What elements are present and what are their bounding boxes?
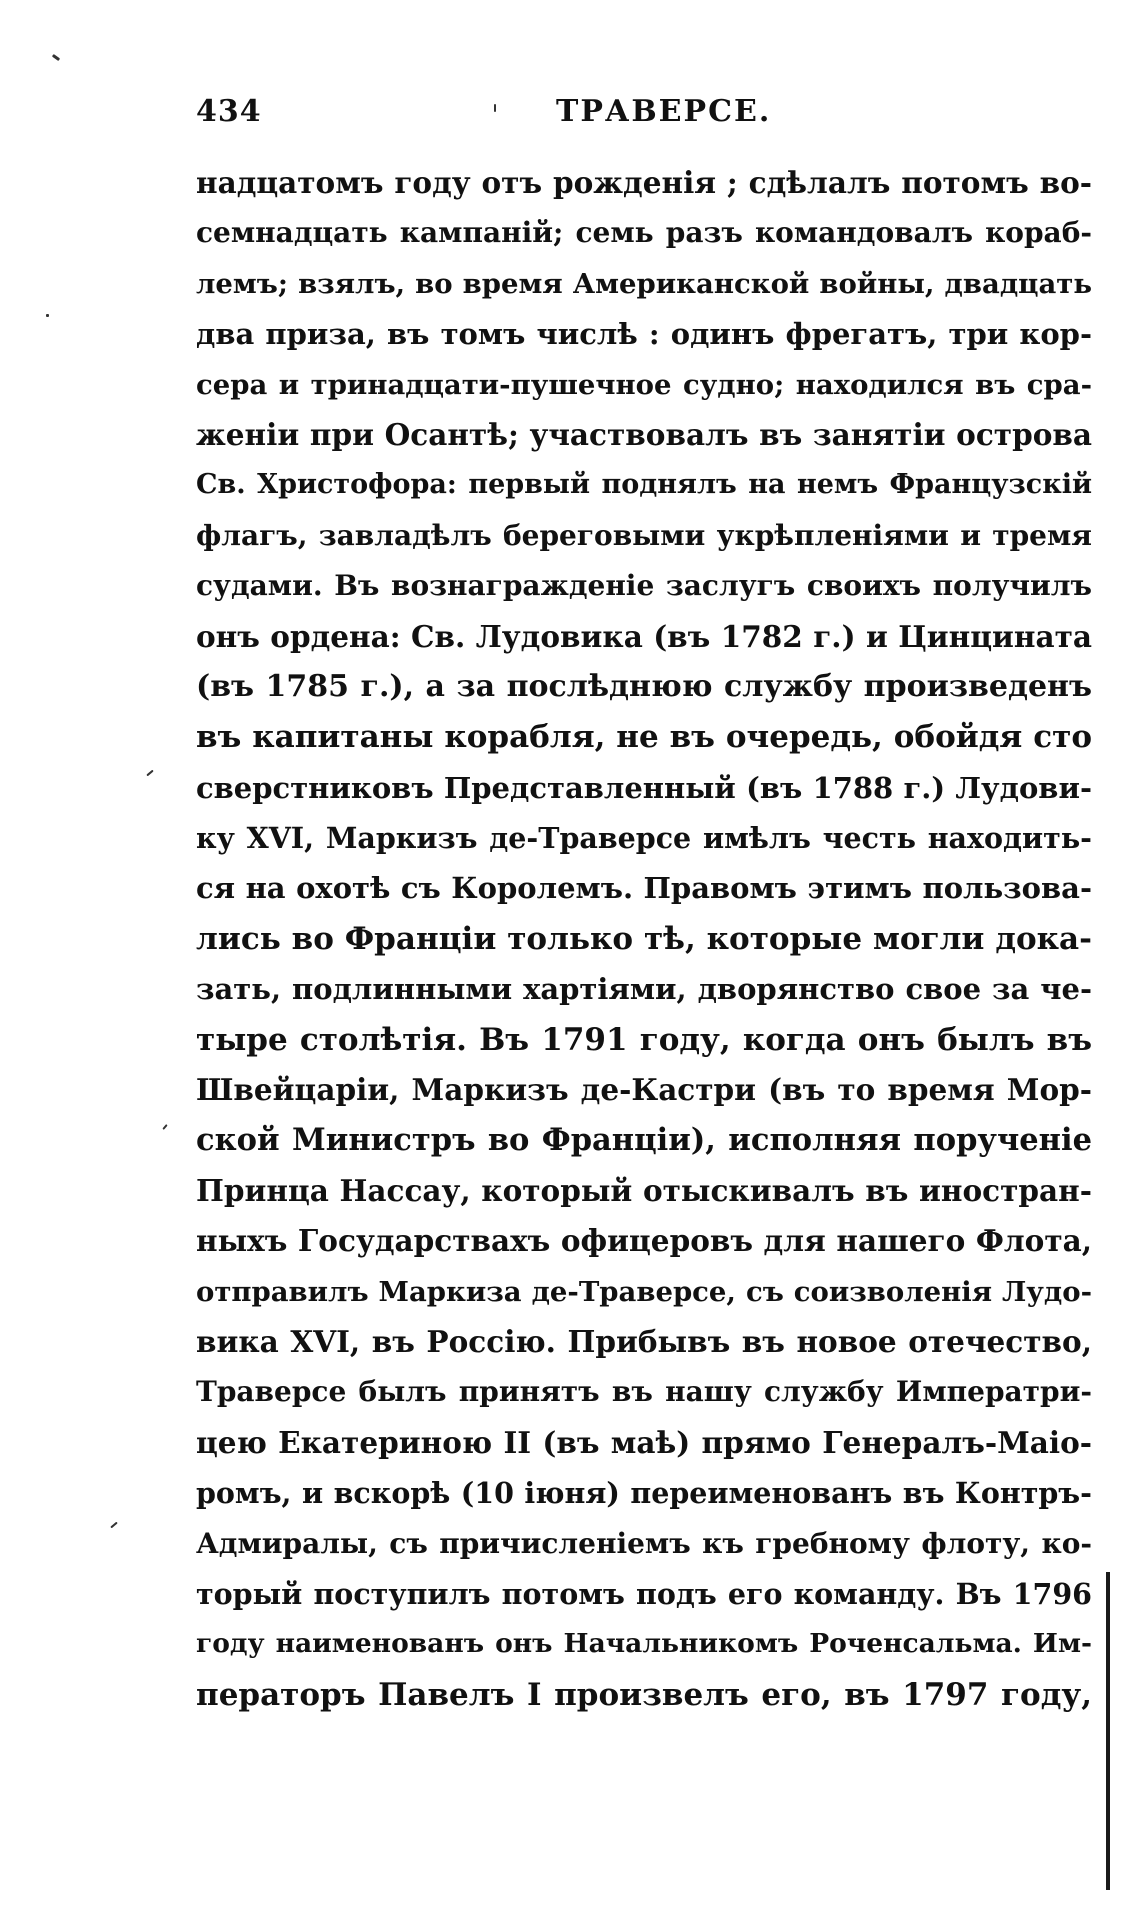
text-line: (въ 1785 г.), а за послѣднюю службу произведенъ — [196, 668, 1092, 704]
text-line: Швейцаріи, Маркизъ де-Кастри (въ то время Мор- — [196, 1072, 1092, 1108]
text-line: ся на охотѣ съ Королемъ. Правомъ этимъ пользова- — [196, 871, 1092, 906]
text-line: году наименованъ онъ Начальникомъ Роченсальма. Им- — [196, 1628, 1092, 1660]
scan-speck — [494, 104, 496, 112]
text-line: лемъ; взялъ, во время Американской войны, двадцать — [196, 267, 1092, 300]
scan-speck — [146, 770, 153, 777]
text-line: сверстниковъ Представленный (въ 1788 г.) Лудови- — [196, 770, 1092, 805]
text-line: Св. Христофора: первый поднялъ на немъ Французскій — [196, 469, 1092, 501]
text-line: цею Екатериною II (въ маѣ) прямо Генералъ-Маіо- — [196, 1424, 1092, 1460]
text-line: торый поступилъ потомъ подъ его команду. Въ 1796 — [196, 1576, 1092, 1611]
text-line: ской Министръ во Франціи), исполняя порученіе — [196, 1122, 1092, 1159]
text-line: надцатомъ году отъ рожденія ; сдѣлалъ потомъ во- — [196, 165, 1092, 200]
text-line: судами. Въ вознагражденіе заслугъ своихъ получилъ — [196, 569, 1092, 603]
text-line: лись во Франціи только тѣ, которые могли дока- — [196, 920, 1092, 957]
text-line: ромъ, и вскорѣ (10 іюня) переименованъ въ Контръ- — [196, 1476, 1092, 1511]
text-line: вика XVI, въ Россію. Прибывъ въ новое отечество, — [196, 1323, 1092, 1359]
text-line: два приза, въ томъ числѣ : одинъ фрегатъ, три кор- — [196, 317, 1092, 352]
page-number: 434 — [196, 94, 262, 129]
text-line: зать, подлинными хартіями, дворянство свое за че- — [196, 972, 1092, 1007]
text-line: тыре столѣтія. Въ 1791 году, когда онъ былъ въ — [196, 1021, 1092, 1058]
text-line: онъ ордена: Св. Лудовика (въ 1782 г.) и Цинцината — [196, 618, 1092, 654]
scan-speck — [110, 1522, 117, 1529]
body-text — [196, 158, 1092, 1720]
scan-speck — [46, 314, 49, 317]
scan-speck — [162, 1124, 167, 1130]
text-line: сера и тринадцати-пушечное судно; находился въ сра- — [196, 368, 1092, 401]
text-line: семнадцать кампаній; семь разъ командовалъ кораб- — [196, 216, 1092, 250]
text-line: отправилъ Маркиза де-Траверсе, съ соизволенія Лудо- — [196, 1275, 1092, 1308]
text-line: Принца Нассау, который отыскивалъ въ иностран- — [196, 1172, 1092, 1208]
margin-rule — [1106, 1572, 1110, 1890]
running-title: ТРАВЕРСЕ. — [556, 94, 772, 129]
running-head — [196, 94, 1096, 134]
scan-speck — [52, 54, 60, 61]
text-line: Траверсе былъ принятъ въ нашу службу Императри- — [196, 1375, 1092, 1409]
text-line: флагъ, завладѣлъ береговыми укрѣпленіями и тремя — [196, 518, 1092, 552]
text-line: Адмиралы, съ причисленіемъ къ гребному флоту, ко- — [196, 1526, 1092, 1560]
text-line: ныхъ Государствахъ офицеровъ для нашего Флота, — [196, 1223, 1092, 1259]
text-line: въ капитаны корабля, не въ очередь, обойдя сто — [196, 719, 1092, 756]
text-line: ператоръ Павелъ I произвелъ его, въ 1797 году, — [196, 1676, 1092, 1713]
text-line: женіи при Осантѣ; участвовалъ въ занятіи острова — [196, 416, 1092, 452]
text-line: ку XVI, Маркизъ де-Траверсе имѣлъ честь находить- — [196, 821, 1092, 856]
